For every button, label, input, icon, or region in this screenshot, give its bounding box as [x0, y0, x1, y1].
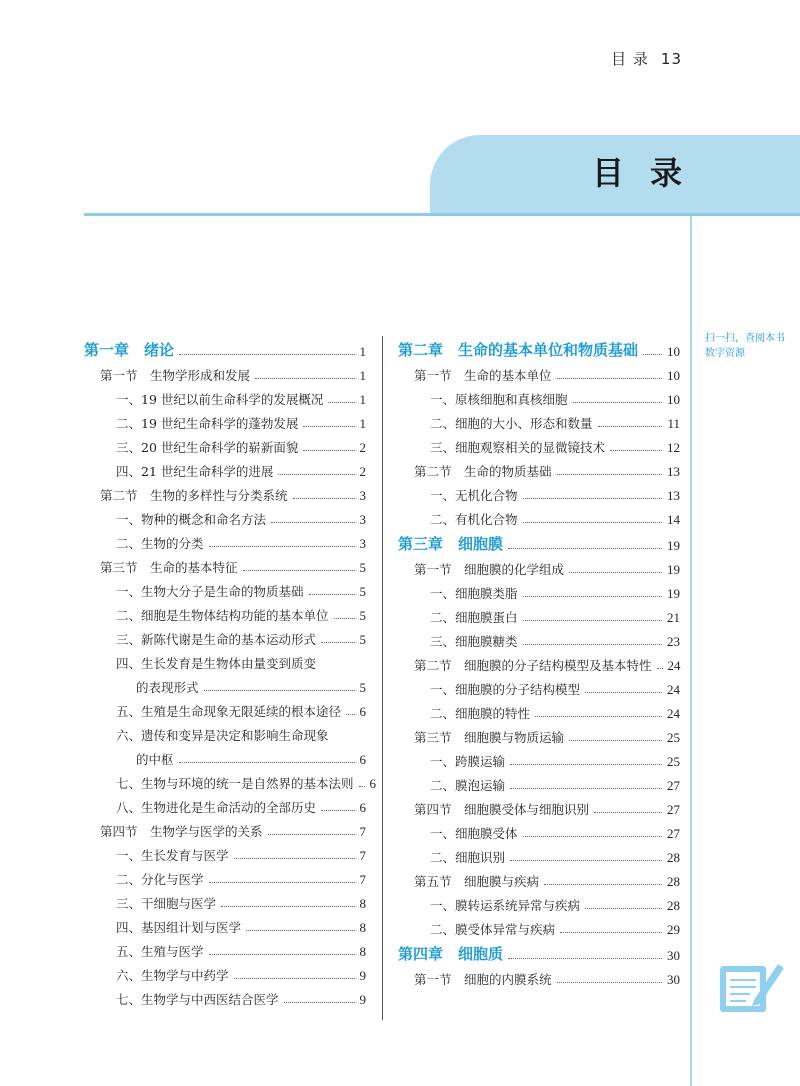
toc-page-number: 2 [359, 440, 366, 455]
page-title: 目录 [592, 154, 709, 192]
toc-leader [179, 762, 355, 763]
toc-item[interactable] [398, 408, 680, 432]
toc-page-number: 10 [667, 368, 680, 383]
toc-item[interactable] [398, 384, 680, 408]
toc-item[interactable] [398, 504, 680, 528]
toc-item[interactable] [84, 840, 366, 864]
toc-entry-title: 第五节 细胞膜与疾病 [414, 874, 540, 889]
toc-section[interactable] [398, 456, 680, 480]
toc-leader [508, 958, 662, 959]
toc-leader [585, 908, 662, 909]
toc-page-number: 1 [359, 416, 366, 431]
toc-item[interactable] [398, 746, 680, 770]
toc-entry-title: 二、19 世纪生命科学的蓬勃发展 [116, 416, 299, 431]
toc-item[interactable] [84, 768, 377, 792]
toc-entry-title: 第三节 细胞膜与物质运输 [414, 730, 565, 745]
toc-leader [535, 716, 662, 717]
toc-leader [523, 836, 662, 837]
toc-section[interactable] [398, 866, 680, 890]
toc-entry-title: 五、生殖是生命现象无限延续的根本途径 [116, 704, 342, 719]
toc-leader [508, 548, 662, 549]
toc-page-number: 27 [667, 778, 680, 793]
toc-leader [328, 402, 354, 403]
toc-leader [243, 570, 355, 571]
notebook-pencil-icon [716, 956, 786, 1016]
toc-item[interactable] [398, 818, 680, 842]
toc-page-number: 25 [667, 754, 680, 769]
toc-leader [610, 450, 662, 451]
toc-item[interactable] [398, 626, 680, 650]
toc-leader [557, 378, 662, 379]
toc-entry-title: 二、有机化合物 [430, 512, 518, 527]
toc-leader [255, 378, 354, 379]
toc-section[interactable] [398, 554, 680, 578]
toc-leader [510, 860, 662, 861]
toc-leader [346, 714, 354, 715]
toc-page-number: 24 [667, 682, 680, 697]
toc-item[interactable] [84, 744, 366, 768]
toc-leader [246, 930, 354, 931]
toc-section[interactable] [84, 360, 366, 384]
toc-page-number: 5 [359, 632, 366, 647]
toc-page-number: 24 [667, 658, 681, 673]
toc-entry-title: 第一节 生物学形成和发展 [100, 368, 251, 383]
toc-item[interactable] [398, 890, 680, 914]
toc-entry-title: 二、膜泡运输 [430, 778, 506, 793]
toc-entry-title: 四、生长发育是生物体由量变到质变 [116, 656, 317, 671]
toc-leader [209, 546, 355, 547]
toc-leader [510, 788, 662, 789]
toc-entry-title: 第二节 细胞膜的分子结构模型及基本特性 [414, 658, 652, 673]
toc-entry-title: 第三节 生命的基本特征 [100, 560, 238, 575]
toc-entry-title: 二、细胞识别 [430, 850, 506, 865]
toc-entry-title: 八、生物进化是生命活动的全部历史 [116, 800, 317, 815]
toc-entry-title: 一、无机化合物 [430, 488, 518, 503]
toc-item[interactable] [84, 576, 366, 600]
toc-entry-title: 三、细胞膜糖类 [430, 634, 518, 649]
toc-entry-title: 一、物种的概念和命名方法 [116, 512, 267, 527]
toc-entry-title: 一、细胞膜的分子结构模型 [430, 682, 581, 697]
toc-page-number: 9 [359, 968, 366, 983]
toc-entry-title: 一、跨膜运输 [430, 754, 506, 769]
toc-entry-title: 七、生物与环境的统一是自然界的基本法则 [116, 776, 354, 791]
toc-item[interactable] [84, 864, 366, 888]
toc-leader [303, 450, 354, 451]
toc-item[interactable] [398, 578, 680, 602]
toc-leader [523, 596, 662, 597]
toc-entry-title: 七、生物学与中西医结合医学 [116, 992, 279, 1007]
toc-item[interactable] [84, 624, 366, 648]
toc-leader [321, 642, 354, 643]
toc-section[interactable] [398, 722, 680, 746]
toc-entry-title: 二、细胞是生物体结构功能的基本单位 [116, 608, 329, 623]
toc-leader [594, 812, 662, 813]
toc-leader [278, 474, 354, 475]
toc-leader [268, 834, 355, 835]
toc-page-number: 11 [667, 416, 680, 431]
toc-item[interactable] [398, 842, 680, 866]
toc-item[interactable] [84, 648, 366, 672]
toc-leader [657, 668, 663, 669]
toc-entry-title: 第四章 细胞质 [398, 945, 504, 963]
toc-item[interactable] [84, 720, 366, 744]
toc-page-number: 3 [359, 512, 366, 527]
toc-page-number: 28 [667, 850, 680, 865]
toc-entry-title: 四、21 世纪生命科学的进展 [116, 464, 274, 479]
column-divider [382, 336, 383, 1020]
toc-item[interactable] [84, 600, 366, 624]
toc-page-number: 8 [359, 896, 366, 911]
toc-leader [569, 572, 662, 573]
toc-page-number: 7 [359, 872, 366, 887]
toc-page-number: 13 [667, 464, 680, 479]
toc-leader [510, 764, 662, 765]
toc-leader [321, 810, 354, 811]
toc-page-number: 10 [667, 392, 680, 407]
toc-entry-title: 第四节 生物学与医学的关系 [100, 824, 263, 839]
toc-leader [204, 690, 355, 691]
toc-item[interactable] [398, 674, 680, 698]
toc-item[interactable] [84, 528, 366, 552]
toc-item[interactable] [84, 936, 366, 960]
toc-leader [271, 522, 354, 523]
toc-item[interactable] [398, 698, 680, 722]
toc-entry-title: 二、细胞膜的特性 [430, 706, 531, 721]
toc-page-number: 9 [359, 992, 366, 1007]
toc-entry-title: 第三章 细胞膜 [398, 535, 504, 553]
toc-leader [334, 618, 355, 619]
toc-page-number: 25 [667, 730, 680, 745]
toc-entry-title: 第二章 生命的基本单位和物质基础 [398, 341, 639, 359]
toc-leader [523, 522, 662, 523]
toc-leader [569, 740, 662, 741]
toc-page-number: 12 [667, 440, 680, 455]
toc-page-number: 5 [359, 608, 366, 623]
toc-chapter[interactable] [398, 334, 680, 360]
toc-page-number: 28 [667, 898, 680, 913]
toc-page-number: 29 [667, 922, 680, 937]
toc-page-number: 3 [359, 488, 366, 503]
toc-page-number: 24 [667, 706, 680, 721]
toc-page-number: 28 [667, 874, 680, 889]
toc-item[interactable] [84, 672, 366, 696]
toc-item[interactable] [84, 912, 366, 936]
toc-entry-title: 一、细胞膜受体 [430, 826, 518, 841]
toc-entry-title: 一、原核细胞和真核细胞 [430, 392, 568, 407]
toc-page-number: 7 [359, 848, 366, 863]
toc-page-number: 7 [359, 824, 366, 839]
toc-page-number: 19 [667, 538, 680, 553]
toc-leader [557, 982, 662, 983]
toc-section[interactable] [84, 552, 366, 576]
toc-leader [643, 354, 662, 355]
toc-page-number: 3 [359, 536, 366, 551]
toc-page-number: 6 [359, 704, 366, 719]
toc-leader [598, 426, 663, 427]
toc-item[interactable] [84, 960, 366, 984]
toc-item[interactable] [84, 384, 366, 408]
toc-entry-title: 一、生物大分子是生命的物质基础 [116, 584, 304, 599]
toc-entry-title: 一、生长发育与医学 [116, 848, 229, 863]
toc-entry-title: 第一章 绪论 [84, 341, 175, 359]
toc-section[interactable] [398, 650, 680, 674]
toc-item[interactable] [398, 602, 680, 626]
toc-leader [544, 884, 662, 885]
toc-left-column [84, 334, 377, 1008]
title-rule [84, 213, 800, 216]
toc-leader [234, 858, 355, 859]
toc-page-number: 6 [369, 776, 377, 791]
toc-entry-title: 二、膜受体异常与疾病 [430, 922, 556, 937]
running-head [611, 48, 682, 69]
toc-page-number: 1 [359, 392, 366, 407]
toc-page-number: 2 [359, 464, 366, 479]
toc-leader [523, 644, 662, 645]
toc-entry-title: 二、分化与医学 [116, 872, 204, 887]
toc-leader [234, 978, 355, 979]
toc-page-number: 5 [359, 680, 366, 695]
toc-entry-title: 六、遗传和变异是决定和影响生命现象 [116, 728, 329, 743]
toc-leader [293, 498, 355, 499]
toc-entry-title: 的中枢 [136, 752, 174, 767]
toc-entry-title: 第四节 细胞膜受体与细胞识别 [414, 802, 590, 817]
toc-section[interactable] [398, 794, 680, 818]
margin-rule [690, 216, 692, 1086]
toc-item[interactable] [84, 888, 366, 912]
toc-page-number: 13 [667, 488, 680, 503]
toc-section[interactable] [84, 480, 366, 504]
toc-page-number: 27 [667, 826, 680, 841]
toc-right-column [398, 334, 680, 988]
toc-entry-title: 六、生物学与中药学 [116, 968, 229, 983]
toc-leader [179, 354, 354, 355]
toc-page-number: 14 [667, 512, 680, 527]
toc-entry-title: 三、干细胞与医学 [116, 896, 217, 911]
toc-leader [560, 932, 662, 933]
page-number: 13 [660, 50, 682, 68]
toc-leader [359, 786, 365, 787]
toc-section[interactable] [398, 360, 680, 384]
toc-page-number: 6 [359, 800, 366, 815]
toc-page-number: 30 [667, 948, 680, 963]
toc-leader [573, 402, 662, 403]
toc-page-number: 10 [667, 344, 680, 359]
toc-item[interactable] [398, 432, 680, 456]
toc-item[interactable] [398, 914, 680, 938]
toc-item[interactable] [84, 696, 366, 720]
toc-item[interactable] [84, 504, 366, 528]
toc-page-number: 27 [667, 802, 680, 817]
running-head-label: 目 录 [611, 50, 649, 68]
toc-leader [284, 1002, 355, 1003]
toc-page-number: 21 [667, 610, 680, 625]
toc-entry-title: 第二节 生物的多样性与分类系统 [100, 488, 288, 503]
toc-page-number: 8 [359, 920, 366, 935]
toc-item[interactable] [84, 456, 366, 480]
toc-entry-title: 第一节 生命的基本单位 [414, 368, 552, 383]
toc-page-number: 8 [359, 944, 366, 959]
toc-leader [209, 954, 355, 955]
toc-entry-title: 二、细胞膜蛋白 [430, 610, 518, 625]
toc-leader [523, 620, 662, 621]
toc-entry-title: 一、细胞膜类脂 [430, 586, 518, 601]
toc-chapter[interactable] [398, 528, 680, 554]
toc-entry-title: 的表现形式 [136, 680, 199, 695]
toc-item[interactable] [84, 792, 366, 816]
toc-entry-title: 第一节 细胞的内膜系统 [414, 972, 552, 987]
toc-entry-title: 二、细胞的大小、形态和数量 [430, 416, 593, 431]
toc-leader [209, 882, 355, 883]
toc-page-number: 6 [359, 752, 366, 767]
toc-item[interactable] [398, 770, 680, 794]
toc-entry-title: 一、19 世纪以前生命科学的发展概况 [116, 392, 324, 407]
qr-note: 扫一扫，查阅本书数字资源 [705, 333, 785, 359]
toc-entry-title: 第一节 细胞膜的化学组成 [414, 562, 565, 577]
toc-leader [585, 692, 662, 693]
toc-page-number: 19 [667, 562, 680, 577]
toc-item[interactable] [84, 984, 366, 1008]
toc-leader [523, 498, 662, 499]
toc-page-number: 5 [359, 560, 366, 575]
toc-chapter[interactable] [398, 938, 680, 964]
toc-page-number: 1 [359, 368, 366, 383]
toc-entry-title: 三、20 世纪生命科学的崭新面貌 [116, 440, 299, 455]
toc-entry-title: 五、生殖与医学 [116, 944, 204, 959]
toc-item[interactable] [398, 480, 680, 504]
toc-section[interactable] [398, 964, 680, 988]
toc-leader [557, 474, 662, 475]
toc-leader [309, 594, 355, 595]
toc-page-number: 23 [667, 634, 680, 649]
toc-item[interactable] [84, 408, 366, 432]
toc-entry-title: 三、细胞观察相关的显微镜技术 [430, 440, 606, 455]
toc-entry-title: 四、基因组计划与医学 [116, 920, 242, 935]
toc-section[interactable] [84, 816, 366, 840]
toc-entry-title: 三、新陈代谢是生命的基本运动形式 [116, 632, 317, 647]
toc-chapter[interactable] [84, 334, 366, 360]
toc-page-number: 1 [359, 344, 366, 359]
toc-entry-title: 第二节 生命的物质基础 [414, 464, 552, 479]
toc-entry-title: 二、生物的分类 [116, 536, 204, 551]
toc-page-number: 19 [667, 586, 680, 601]
toc-leader [221, 906, 354, 907]
toc-page-number: 30 [667, 972, 680, 987]
toc-page-number: 5 [359, 584, 366, 599]
toc-entry-title: 一、膜转运系统异常与疾病 [430, 898, 581, 913]
toc-leader [303, 426, 354, 427]
toc-item[interactable] [84, 432, 366, 456]
